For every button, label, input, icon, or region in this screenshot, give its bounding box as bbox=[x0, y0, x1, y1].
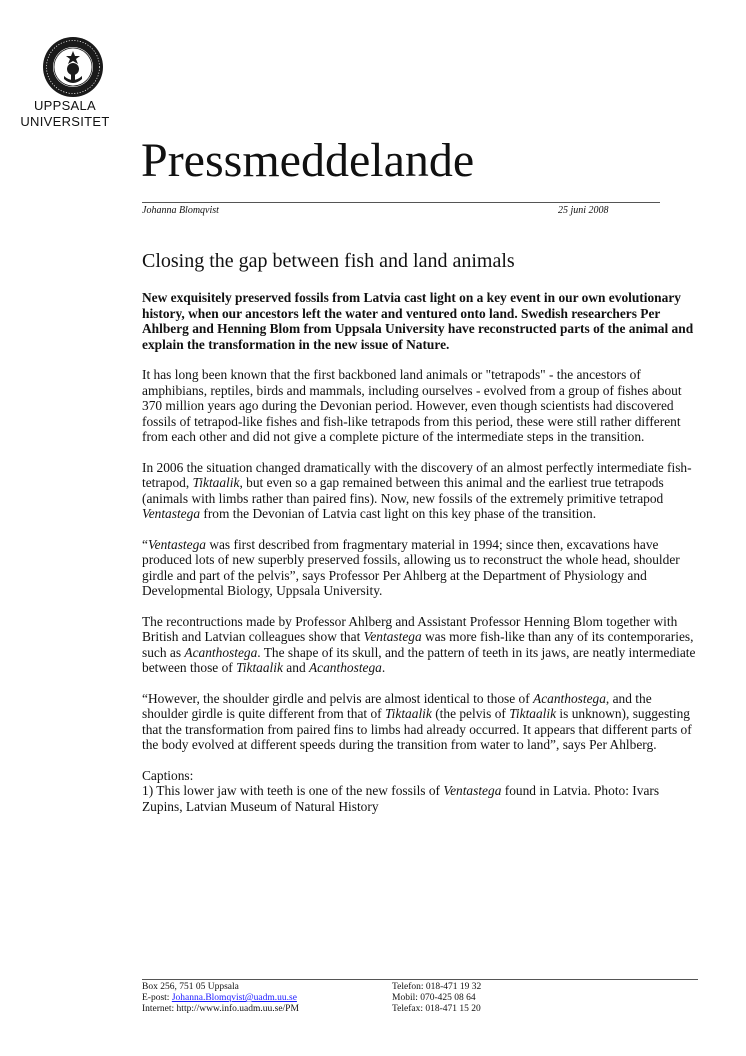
captions-heading: Captions: bbox=[142, 767, 194, 783]
release-date: 25 juni 2008 bbox=[558, 205, 609, 216]
paragraph-5: “However, the shoulder girdle and pelvis are almost identical to those of Acanthostega, and the shoulder girdle is quite different from that of Tiktaalik (the pelvis of Tiktaalik is unknown), suggesting that the transformation from paired fins to limbs had already occurred. It appears that different parts of the body evolved at different speeds during the transition from water to land”, says Per Ahlberg. bbox=[142, 690, 692, 752]
footer-phone: Telefon: 018-471 19 32 bbox=[392, 982, 482, 992]
footer-fax: Telefax: 018-471 15 20 bbox=[392, 1004, 481, 1014]
uppsala-university-seal-logo bbox=[42, 36, 104, 98]
university-line-2: UNIVERSITET bbox=[20, 114, 110, 129]
article-headline: Closing the gap between fish and land animals bbox=[142, 250, 515, 272]
footer-internet: Internet: http://www.info.uadm.uu.se/PM bbox=[142, 1004, 299, 1014]
header-divider bbox=[142, 202, 660, 203]
article-body bbox=[142, 290, 698, 814]
page-title: Pressmeddelande bbox=[141, 134, 475, 187]
footer-contact-right bbox=[392, 982, 481, 1015]
footer-contact-left bbox=[142, 982, 299, 1015]
caption-1: 1) This lower jaw with teeth is one of the new fossils of Ventastega found in Latvia. Photo: Ivars Zupins, Latvian Museum of Natural History bbox=[142, 783, 660, 814]
footer-mobile: Mobil: 070-425 08 64 bbox=[392, 993, 476, 1003]
university-name bbox=[0, 98, 130, 130]
captions-section bbox=[142, 768, 698, 815]
email-link[interactable]: Johanna.Blomqvist@uadm.uu.se bbox=[171, 993, 297, 1003]
author-name: Johanna Blomqvist bbox=[142, 205, 219, 216]
footer-address: Box 256, 751 05 Uppsala bbox=[142, 982, 239, 992]
paragraph-3: “Ventastega was first described from fragmentary material in 1994; since then, excavations have produced lots of new superbly preserved fossils, allowing us to reconstruct the whole head, shoulder girdle and part of the pelvis”, says Professor Per Ahlberg at the Department of Physiology and Developmental Biology, Uppsala University. bbox=[142, 536, 680, 598]
footer-divider bbox=[142, 979, 698, 980]
paragraph-2: In 2006 the situation changed dramatically with the discovery of an almost perfectly intermediate fish-tetrapod, Tiktaalik, but even so a gap remained between this animal and the earliest true tetrapods (animals with limbs rather than paired fins). Now, new fossils of the extremely primitive tetrapod Ventastega from the Devonian of Latvia cast light on this key phase of the transition. bbox=[142, 459, 692, 521]
university-line-1: UPPSALA bbox=[33, 98, 97, 113]
lead-paragraph: New exquisitely preserved fossils from Latvia cast light on a key event in our own evolutionary history, when our ancestors left the water and ventured onto land. Swedish researchers Per Ahlberg and Henning Blom from Uppsala University have reconstructed parts of the animal and explain the transformation in the new issue of Nature. bbox=[142, 290, 694, 352]
footer-email-line: E-post: Johanna.Blomqvist@uadm.uu.se bbox=[142, 993, 297, 1003]
paragraph-1: It has long been known that the first backboned land animals or "tetrapods" - the ancestors of amphibians, reptiles, birds and mammals, including ourselves - evolved from a group of fishes about 370 million years ago during the Devonian period. However, even though scientists had discovered fossils of tetrapod-like fishes and fish-like tetrapods from this period, these were still rather different from each other and did not give a complete picture of the intermediate steps in the transition. bbox=[142, 367, 682, 444]
paragraph-4: The recontructions made by Professor Ahlberg and Assistant Professor Henning Blom together with British and Latvian colleagues show that Ventastega was more fish-like than any of its contemporaries, such as Acanthostega. The shape of its skull, and the pattern of teeth in its jaws, are neatly intermediate between those of Tiktaalik and Acanthostega. bbox=[142, 613, 696, 675]
